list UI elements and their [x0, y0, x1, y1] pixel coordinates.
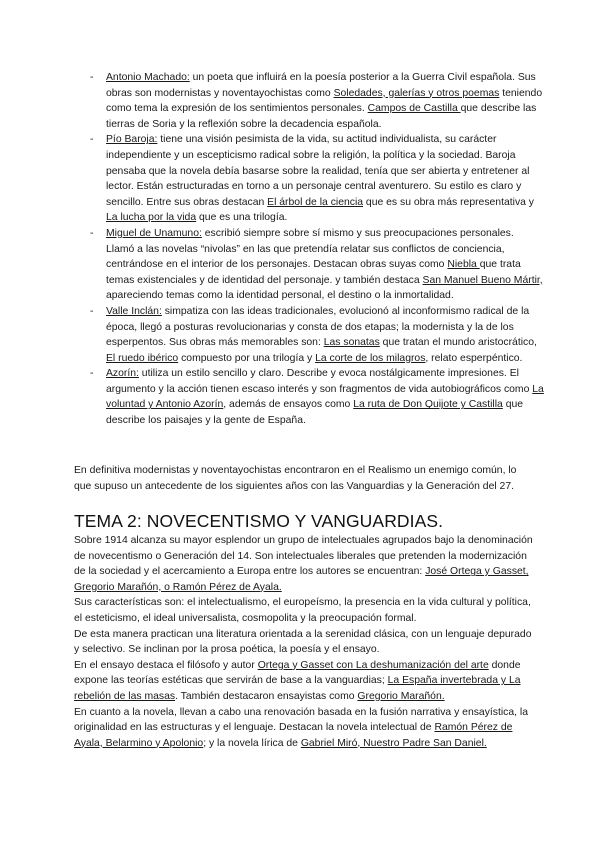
- underlined-reference: José Ortega y Gasset, Gregorio Marañón, o Ramón Pérez de Ayala.: [74, 566, 529, 593]
- paragraph: Sus características son: el intelectualismo, el europeísmo, la presencia en la vida cultural y política, el esteticismo, el ideal universalista, cosmopolita y la preocupación formal.: [74, 597, 531, 624]
- underlined-reference: Campos de Castilla: [367, 103, 461, 115]
- paragraph: Sobre 1914 alcanza su mayor esplendor un grupo de intelectuales agrupados bajo la denominación de novecentismo o Generación del 14. Son intelectuales liberales que pretenden la modernización de la sociedad y el acercamiento a Europa entre los autores se encuentran: José Ortega y Gasset, Gregorio Marañón, o Ramón Pérez de Ayala.: [74, 535, 533, 593]
- author-name: Pío Baroja:: [106, 134, 158, 146]
- list-item: - Miguel de Unamuno: escribió siempre sobre sí mismo y sus preocupaciones personales. Llamó a las novelas “nivolas” en las que pretendía relatar sus conflictos de conciencia, centrándose en el interior de los personajes. Destacan obras suyas como Niebla que trata temas existenciales y de identidad del personaje. y también destaca San Manuel Bueno Mártir, apareciendo temas como la identidad personal, el destino o la inmortalidad.: [90, 227, 543, 302]
- underlined-reference: San Manuel Bueno Mártir,: [422, 274, 543, 286]
- author-name: Azorín:: [106, 368, 139, 380]
- authors-list: [74, 70, 544, 429]
- author-name: Antonio Machado:: [106, 72, 190, 83]
- underlined-reference: Las sonatas: [323, 337, 380, 349]
- underlined-reference: Niebla: [447, 259, 480, 271]
- underlined-reference: La España invertebrada y La rebelión de las masas: [74, 675, 521, 702]
- list-item: - Pío Baroja: tiene una visión pesimista de la vida, su actitud individualista, su carácter independiente y un escepticismo radical sobre la religión, la política y la sociedad. Baroja pensaba que la novela debía basarse sobre la realidad, tenía que ser abierta y entretener al lector. Están estructuradas en torno a un personaje central aventurero. Su estilo es claro y sencillo. Entre sus obras destacan El árbol de la ciencia que es su obra más representativa y La lucha por la vida que es una trilogía.: [90, 134, 535, 224]
- list-item-text: Antonio Machado: un poeta que influirá en la poesía posterior a la Guerra Civil española. Sus obras son modernistas y noventayochistas como Soledades, galerías y otros poemas teniendo como tema la expresión de los sentimientos personales. Campos de Castilla que describe las tierras de Soria y la reflexión sobre la decadencia española.: [106, 72, 543, 130]
- closing-paragraph: En definitiva modernistas y noventayochistas encontraron en el Realismo un enemigo común, lo que supuso un antecedente de los siguientes años con las Vanguardias y la Generación del 27.: [74, 465, 517, 492]
- paragraph: En cuanto a la novela, llevan a cabo una renovación basada en la fusión narrativa y ensayística, la originalidad en las estructuras y el lenguaje. Destacan la novela intelectual de Ramón Pérez de Ayala, Belarmino y Apolonio; y la novela lírica de Gabriel Miró, Nuestro Padre San Daniel.: [74, 706, 529, 749]
- paragraph: En el ensayo destaca el filósofo y autor Ortega y Gasset con La deshumanización del arte donde expone las teorías estéticas que servirán de base a la vanguardias; La España invertebrada y La rebelión de las masas. También destacaron ensayistas como Gregorio Marañón.: [74, 659, 521, 702]
- list-item: - Antonio Machado: un poeta que influirá en la poesía posterior a la Guerra Civil española. Sus obras son modernistas y noventayochistas como Soledades, galerías y otros poemas teniendo como tema la expresión de los sentimientos personales. Campos de Castilla que describe las tierras de Soria y la reflexión sobre la decadencia española.: [90, 72, 543, 130]
- underlined-reference: La corte de los milagros: [315, 352, 426, 364]
- underlined-reference: Ortega y Gasset con La deshumanización del arte: [257, 659, 489, 671]
- underlined-reference: El árbol de la ciencia: [267, 196, 364, 208]
- list-item: - Azorín: utiliza un estilo sencillo y claro. Describe y evoca nostálgicamente impresiones. El argumento y la acción tienen escaso interés y son fragmentos de vida autobiográficos como La voluntad y Antonio Azorín, además de ensayos como La ruta de Don Quijote y Castilla que describe los paisajes y la gente de España.: [90, 368, 544, 427]
- list-item-text: Pío Baroja: tiene una visión pesimista de la vida, su actitud individualista, su carácter independiente y un escepticismo radical sobre la religión, la política y la sociedad. Baroja pensaba que la novela debía basarse sobre la realidad, tenía que ser abierta y entretener al lector. Están estructuradas en torno a un personaje central aventurero. Su estilo es claro y sencillo. Entre sus obras destacan El árbol de la ciencia que es su obra más representativa y La lucha por la vida que es una trilogía.: [106, 134, 535, 224]
- list-item-text: Miguel de Unamuno: escribió siempre sobre sí mismo y sus preocupaciones personales. Llamó a las novelas “nivolas” en las que pretendía relatar sus conflictos de conciencia, centrándose en el interior de los personajes. Destacan obras suyas como Niebla que trata temas existenciales y de identidad del personaje. y también destaca San Manuel Bueno Mártir, apareciendo temas como la identidad personal, el destino o la inmortalidad.: [106, 227, 543, 302]
- underlined-reference: La voluntad y Antonio Azorín: [106, 383, 544, 411]
- author-name: Valle Inclán:: [106, 305, 162, 317]
- author-name: Miguel de Unamuno:: [106, 227, 202, 239]
- section-heading: TEMA 2: NOVECENTISMO Y VANGUARDIAS.: [74, 511, 444, 531]
- underlined-reference: El ruedo ibérico: [106, 352, 179, 364]
- list-item: - Valle Inclán: simpatiza con las ideas tradicionales, evolucionó al inconformismo radical de la época, llegó a posturas revolucionarias y consta de dos etapas; la modernista y la de los esperpentos. Sus obras más memorables son: Las sonatas que tratan el mundo aristocrático, El ruedo ibérico compuesto por una trilogía y La corte de los milagros, relato esperpéntico.: [90, 305, 537, 364]
- list-item-text: Azorín: utiliza un estilo sencillo y claro. Describe y evoca nostálgicamente impresiones. El argumento y la acción tienen escaso interés y son fragmentos de vida autobiográficos como La voluntad y Antonio Azorín, además de ensayos como La ruta de Don Quijote y Castilla que describe los paisajes y la gente de España.: [106, 368, 544, 427]
- section-body: [74, 533, 534, 751]
- underlined-reference: Gregorio Marañón.: [357, 690, 445, 702]
- underlined-reference: Gabriel Miró, Nuestro Padre San Daniel.: [300, 737, 487, 749]
- underlined-reference: La lucha por la vida: [106, 212, 197, 224]
- underlined-reference: Ramón Pérez de Ayala, Belarmino y Apolonio: [74, 722, 513, 749]
- list-item-text: Valle Inclán: simpatiza con las ideas tradicionales, evolucionó al inconformismo radical de la época, llegó a posturas revolucionarias y consta de dos etapas; la modernista y la de los esperpentos. Sus obras más memorables son: Las sonatas que tratan el mundo aristocrático, El ruedo ibérico compuesto por una trilogía y La corte de los milagros, relato esperpéntico.: [106, 305, 537, 364]
- underlined-reference: La ruta de Don Quijote y Castilla: [353, 399, 503, 411]
- paragraph: De esta manera practican una literatura orientada a la serenidad clásica, con un lenguaje depurado y selectivo. Se inclinan por la prosa poética, la poesía y el ensayo.: [74, 628, 532, 656]
- underlined-reference: Soledades, galerías y otros poemas: [333, 87, 500, 99]
